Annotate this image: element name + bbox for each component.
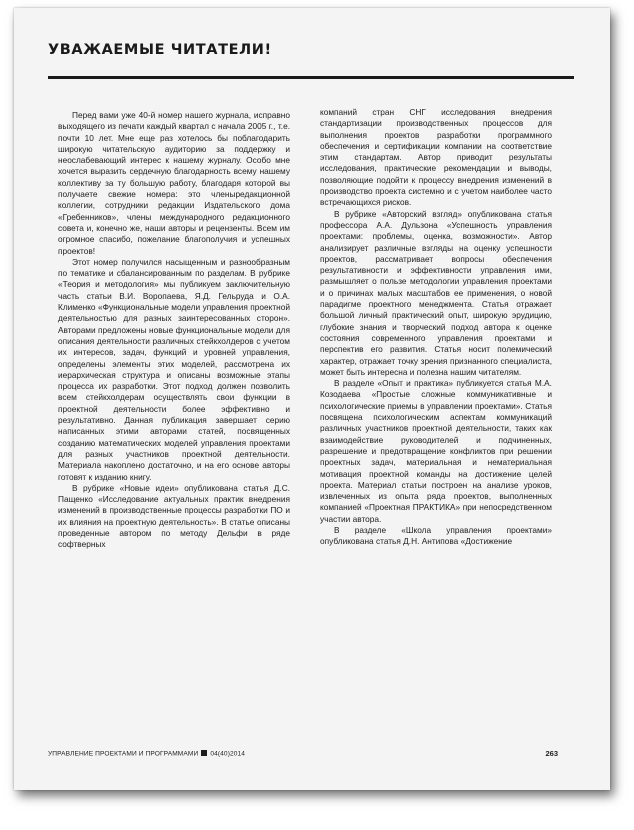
paragraph: В разделе «Опыт и практика» публикуется статья М.А. Козодаева «Простые сложные коммуникативные и психологические приемы в управлении проектами». Статья посвящена психологическим аспектам коммуникаций различных участников проектной деятельности, таких как взаимодействие руководителей и подчиненных, разрешение и предотвращение конфликтов при решении проектных задач, материальная и нематериальная мотивация проектной команды на достижение целей проекта. Материал статьи построен на анализе уроков, извлеченных из опыта ряда проектов, выполненных компанией «Проектная ПРАКТИКА» при непосредственном участии автора. <box>320 378 552 524</box>
paragraph: В разделе «Школа управления проектами» опубликована статья Д.Н. Антипова «Достижение <box>320 524 552 547</box>
right-column <box>320 107 552 548</box>
paragraph: Этот номер получился насыщенным и разнообразным по тематике и сбалансированным по разделам. В рубрике «Теория и методология» мы публикуем заключительную часть статьи В.И. Воропаева, Я.Д. Гельруда и О.А. Клименко «Функциональные модели управления проектной деятельностью для разных заинтересованных сторон». Авторами предложены новые функциональные модели для описания деятельности различных стейкхолдеров с учетом их интересов, задач, функций и уровней управления, определены элементы этих моделей, рассмотрена их иерархическая структура и описаны возможные этапы процесса их разработки. Этот подход должен позволить всем стейкхолдерам осуществлять свои функции в проектной деятельности более эффективно и результативно. Данная публикация завершает серию написанных этими авторами статей, посвященных созданию математических моделей управления проектами для разных участников проектной деятельности. Материала накоплено достаточно, и на его основе авторы готовят к изданию книгу. <box>58 256 290 482</box>
separator-square-icon <box>201 750 207 756</box>
page-title: УВАЖАЕМЫЕ ЧИТАТЕЛИ! <box>48 42 272 58</box>
issue-number: 04(40)2014 <box>210 750 246 758</box>
paragraph: В рубрике «Авторский взгляд» опубликована статья профессора А.А. Дульзона «Успешность управления проектами: проблемы, оценка, возможности». Автор анализирует различные взгляды на оценку успешности проектов, рассматривает вопросы обеспечения результативности и эффективности управления ими, размышляет о пользе методологии управления проектами и о причинах малых масштабов ее применения, о новой парадигме проектного менеджмента. Статья отражает большой личный практический опыт, широкую эрудицию, глубокие знания и творческий подход автора к оценке состояния современного управления проектами и перспектив его развития. Статья носит полемический характер, отражает точку зрения признанного специалиста, может быть интересна и полезна нашим читателям. <box>320 208 552 377</box>
journal-page <box>14 8 610 790</box>
paragraph: Перед вами уже 40-й номер нашего журнала, исправно выходящего из печати каждый квартал с начала 2005 г., т.е. почти 10 лет. Мне еще раз хотелось бы поблагодарить широкую читательскую аудиторию за поддержку и неослабевающий интерес к нашему журналу. Особо мне хочется выразить сердечную благодарность всему нашему коллективу за ту большую работу, благодаря которой вы получаете свежие номера: это членыредакционной коллегии, сотрудники редакции Издательского дома «Гребенников», члены международного редакционного совета и, конечно же, наши авторы и рецензенты. Всем им огромное спасибо, пожелание благополучия и успешных проектов! <box>58 110 290 256</box>
left-column <box>58 110 290 551</box>
running-footer <box>48 750 245 758</box>
title-rule <box>48 76 574 79</box>
page-number: 263 <box>545 749 558 758</box>
paragraph: компаний стран СНГ исследования внедрения стандартизации производственных процессов для выполнения проектов разработки программного обеспечения и сертификации компании на соответствие этим стандартам. Автор приводит результаты исследования, практические рекомендации и выводы, позволяющие подойти к процессу внедрения изменений в производство проекта системно и с учетом наиболее часто встречающихся рисков. <box>320 107 552 208</box>
journal-name: УПРАВЛЕНИЕ ПРОЕКТАМИ И ПРОГРАММАМИ <box>48 750 199 758</box>
paragraph: В рубрике «Новые идеи» опубликована статья Д.С. Пащенко «Исследование актуальных практик внедрения изменений в производственные процессы разработки ПО и их влияния на проектную деятельность». В статье описаны проведенные автором по методу Дельфи в ряде софтверных <box>58 482 290 550</box>
